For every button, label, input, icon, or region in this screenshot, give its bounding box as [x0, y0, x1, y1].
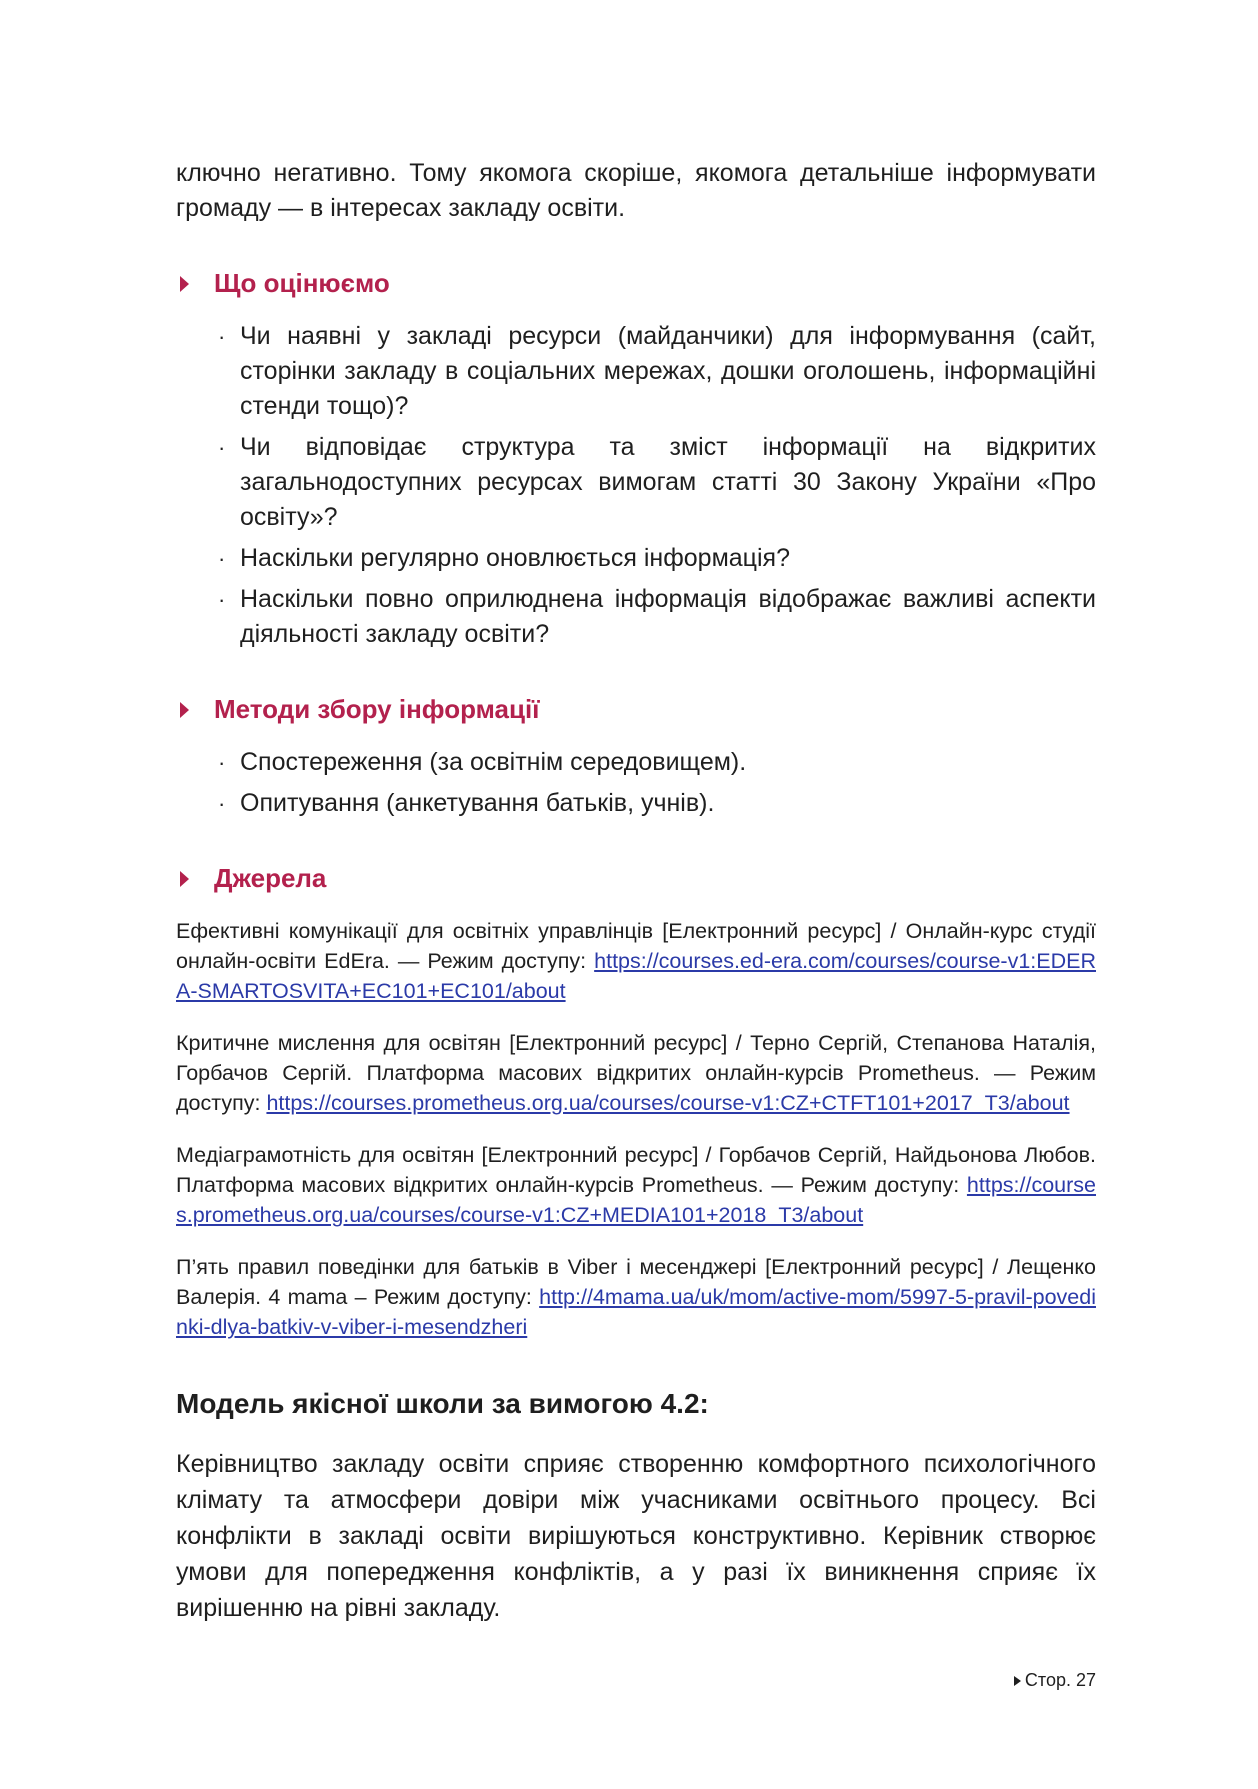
bullet-dot-icon: · — [218, 750, 226, 775]
reference-item: Медіаграмотність для освітян [Електронний ресурс] / Горбачов Сергій, Найдьонова Любов. Платформа масових відкритих онлайн-курсів Prometheus. — Режим доступу: https://courses.prometheus.org.ua/courses/course-v1:CZ+MEDIA101+2018_T3/about — [176, 1143, 1096, 1227]
intro-paragraph: ключно негативно. Тому якомога скоріше, якомога детальніше інформувати громаду — в інтересах закладу освіти. — [176, 159, 1096, 222]
section-title: Методи збору інформації — [214, 694, 540, 724]
section-heading-evaluate — [176, 268, 1096, 299]
model-heading: Модель якісної школи за вимогою 4.2: — [176, 1388, 709, 1419]
list-item: · Наскільки повно оприлюднена інформація відображає важливі аспекти діяльності закладу освіти? — [240, 582, 1096, 652]
triangle-bullet-icon — [180, 702, 189, 718]
section-title: Джерела — [214, 863, 327, 893]
bullet-dot-icon: · — [218, 587, 226, 612]
model-paragraph: Керівництво закладу освіти сприяє створенню комфортного психологічного клімату та атмосфери довіри між учасниками освітнього процесу. Всі конфлікти в закладі освіти вирішуються конструктивно. Керівник створює умови для попередження конфліктів, а у разі їх виникнення сприяє їх вирішенню на рівні закладу. — [176, 1450, 1096, 1622]
reference-item: Критичне мислення для освітян [Електронний ресурс] / Терно Сергій, Степанова Наталія, Горбачов Сергій. Платформа масових відкритих онлайн-курсів Prometheus. — Режим доступу: https://courses.prometheus.org.ua/courses/course-v1:CZ+CTFT101+2017_T3/about — [176, 1031, 1096, 1115]
page-number: Стор. 27 — [1014, 1670, 1096, 1691]
list-item: · Наскільки регулярно оновлюється інформація? — [240, 541, 1096, 576]
list-item: · Опитування (анкетування батьків, учнів). — [240, 786, 1096, 821]
bullet-dot-icon: · — [218, 435, 226, 460]
triangle-small-icon — [1014, 1676, 1021, 1686]
methods-list — [176, 745, 1096, 821]
reference-item: П’ять правил поведінки для батьків в Viber і месенджері [Електронний ресурс] / Лещенко Валерія. 4 mama – Режим доступу: http://4mama.ua/uk/mom/active-mom/5997-5-pravil-povedinki-dlya-batkiv-v-viber-i-mesendzheri — [176, 1255, 1096, 1339]
triangle-bullet-icon — [180, 276, 189, 292]
bullet-dot-icon: · — [218, 324, 226, 349]
reference-item: Ефективні комунікації для освітніх управлінців [Електронний ресурс] / Онлайн-курс студії онлайн-освіти EdEra. — Режим доступу: https://courses.ed-era.com/courses/course-v1:EDERA-SMARTOSVITA+EC101+EC101/about — [176, 919, 1096, 1003]
list-item: · Спостереження (за освітнім середовищем). — [240, 745, 1096, 780]
section-heading-sources — [176, 863, 1096, 894]
reference-link[interactable]: http://4mama.ua/uk/mom/active-mom/5997-5-pravil-povedinki-dlya-batkiv-v-viber-i-mesendzheri — [176, 1285, 1096, 1339]
reference-link[interactable]: https://courses.ed-era.com/courses/course-v1:EDERA-SMARTOSVITA+EC101+EC101/about — [176, 949, 1096, 1003]
evaluate-list — [176, 319, 1096, 652]
list-item: · Чи наявні у закладі ресурси (майданчики) для інформування (сайт, сторінки закладу в соціальних мережах, дошки оголошень, інформаційні стенди тощо)? — [240, 319, 1096, 424]
bullet-dot-icon: · — [218, 546, 226, 571]
triangle-bullet-icon — [180, 871, 189, 887]
list-item: · Чи відповідає структура та зміст інформації на відкритих загальнодоступних ресурсах вимогам статті 30 Закону України «Про освіту»? — [240, 430, 1096, 535]
reference-link[interactable]: https://courses.prometheus.org.ua/courses/course-v1:CZ+MEDIA101+2018_T3/about — [176, 1173, 1096, 1227]
bullet-dot-icon: · — [218, 791, 226, 816]
reference-link[interactable]: https://courses.prometheus.org.ua/courses/course-v1:CZ+CTFT101+2017_T3/about — [266, 1091, 1070, 1115]
section-heading-methods — [176, 694, 1096, 725]
page-content — [176, 156, 1096, 1626]
section-title: Що оцінюємо — [214, 268, 390, 298]
